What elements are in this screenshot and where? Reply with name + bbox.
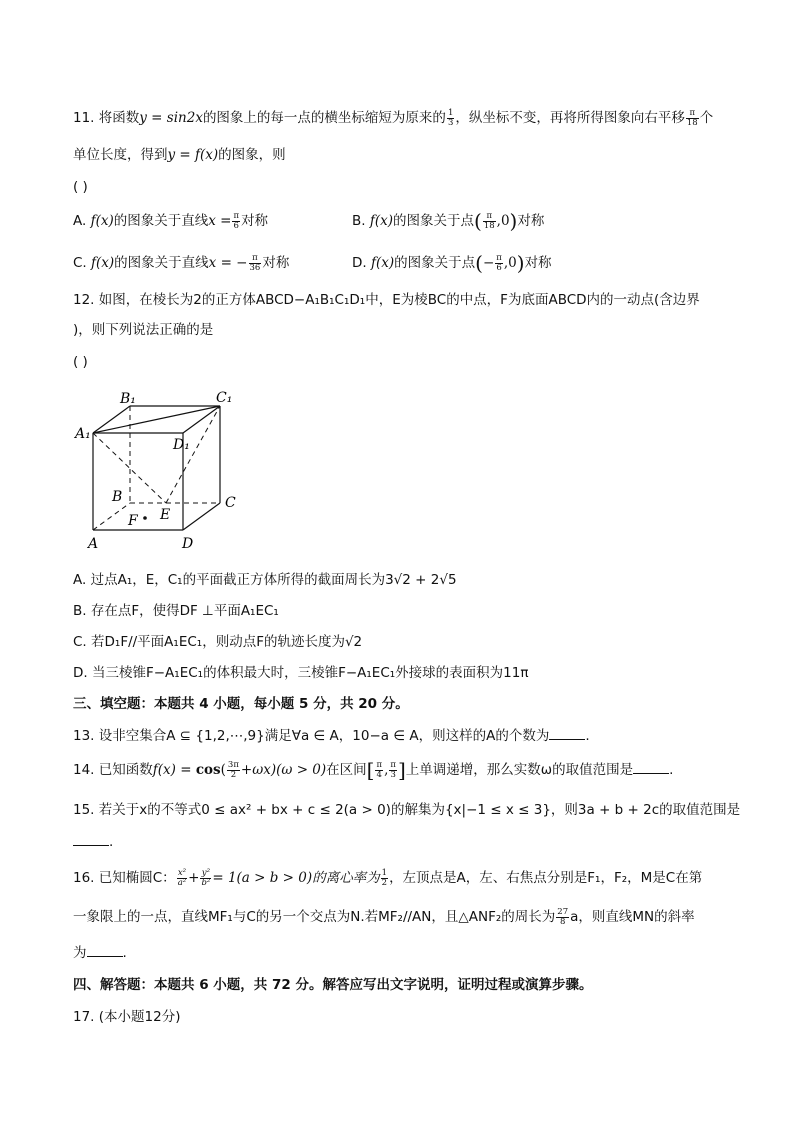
frac-den: 6 [233, 220, 239, 231]
section3-heading: 三、填空题：本题共 4 小题，每小题 5 分，共 20 分。 [73, 696, 409, 712]
frac-den: 8 [560, 916, 566, 927]
q16-end: . [122, 945, 127, 961]
opt-letter: D. [352, 255, 371, 271]
q14-a: 14. 已知函数 [73, 762, 153, 778]
q14-c: 在区间 [326, 762, 367, 778]
opt-tail: 对称 [241, 213, 269, 229]
q16-a: 16. 已知椭圆C： [73, 870, 176, 886]
q11-stem-d: 个 [699, 110, 714, 126]
q14-lparen: ( [220, 762, 226, 778]
plus: + [188, 870, 200, 886]
q11-line2-func: y = f(x) [167, 147, 219, 163]
q11-option-a [73, 211, 268, 231]
q13-text: 13. 设非空集合A ⊆ {1,2,⋯,9}满足∀a ∈ A，10−a ∈ A，则这样的A的个数为 [73, 728, 550, 744]
opt-func: f(x) [369, 213, 394, 229]
right-paren: ) [509, 209, 518, 233]
opt-var: x = [208, 213, 232, 229]
q16-perimeter-frac [556, 908, 569, 927]
opt-tail: 对称 [524, 255, 552, 271]
q11-option-c [73, 253, 289, 273]
frac-num: π [496, 252, 502, 263]
frac-den: b² [201, 877, 211, 888]
opt-frac [483, 212, 496, 231]
frac-den: 4 [376, 769, 382, 780]
label-d: D [182, 536, 194, 552]
frac-den: 3 [447, 117, 454, 128]
opt-frac [249, 254, 262, 273]
q14-end: . [669, 762, 674, 778]
answer-blank[interactable] [549, 727, 585, 740]
left-bracket: [ [366, 758, 375, 782]
answer-blank[interactable] [633, 761, 669, 774]
label-e: E [160, 507, 171, 523]
frac-num: 3π [227, 759, 239, 770]
q11-answer-paren: ( ) [73, 179, 88, 195]
answer-blank[interactable] [87, 944, 123, 957]
q12-answer-paren: ( ) [73, 354, 88, 370]
opt-func: f(x) [90, 213, 114, 229]
opt-letter: B. [352, 213, 370, 229]
q11-line2 [73, 145, 286, 165]
frac-num: 1 [381, 867, 388, 878]
right-paren: ) [516, 251, 525, 275]
frac-den: a² [177, 877, 187, 888]
q15-line2 [73, 832, 113, 852]
frac-den: 36 [249, 262, 261, 273]
q16-line1 [73, 868, 702, 888]
left-paren: ( [474, 209, 482, 233]
frac-num: π [233, 210, 240, 221]
q17-heading: 17. (本小题12分) [73, 1009, 181, 1025]
opt-text: 的图象关于直线 [113, 213, 209, 229]
label-b1: B₁ [120, 391, 136, 407]
frac-den: 18 [686, 117, 698, 128]
opt-text: 的图象关于点 [394, 255, 476, 271]
q12-stem-line2: )，则下列说法正确的是 [73, 322, 214, 338]
q11-shrink-frac [447, 109, 454, 128]
q16-line2b: a，则直线MN的斜率 [570, 909, 695, 925]
q12-option-b: B. 存在点F，使得DF ⊥平面A₁EC₁ [73, 603, 279, 619]
q11-function: y = sin2x [139, 110, 203, 126]
edge-ab-hidden [93, 503, 130, 530]
frac-den: 2 [381, 877, 388, 888]
opt-frac [232, 212, 240, 231]
q15-end: . [109, 834, 114, 850]
q16-line3-text: 为 [73, 945, 87, 961]
q14-b: +ωx)(ω > 0) [240, 762, 327, 778]
opt-tail: 对称 [262, 255, 290, 271]
opt-text: 的图象关于点 [393, 213, 475, 229]
q16-ecc-frac [381, 869, 388, 888]
frac-den: 18 [483, 220, 495, 231]
q11-line2-a: 单位长度，得到 [73, 147, 168, 163]
frac-den: 6 [496, 262, 502, 273]
opt-func: f(x) [370, 255, 395, 271]
opt-text: 的图象关于直线 [114, 255, 209, 271]
q16-x-frac [177, 869, 187, 888]
left-paren: ( [475, 251, 483, 275]
comma: , [384, 762, 389, 778]
q14-frac [227, 761, 240, 780]
label-a1: A₁ [75, 426, 91, 442]
q16-line3 [73, 943, 127, 963]
q14-d: 上单调递增，那么实数ω的取值范围是 [405, 762, 634, 778]
q16-y-frac [200, 869, 211, 888]
opt-func: f(x) [91, 255, 115, 271]
q16-b: = 1(a > b > 0)的离心率为 [212, 870, 380, 886]
interval-right [389, 761, 397, 780]
opt-letter: C. [73, 255, 92, 271]
q11-line1 [73, 108, 713, 128]
frac-num: π [249, 254, 262, 264]
frac-num: π [483, 212, 496, 222]
opt-letter: A. [73, 213, 91, 229]
q12-option-a: A. 过点A₁，E，C₁的平面截正方体所得的截面周长为3√2 + 2√5 [73, 572, 457, 588]
frac-num: 1 [447, 107, 454, 118]
frac-num: π [376, 759, 383, 770]
point-f [143, 516, 147, 520]
opt-var: x = − [208, 255, 248, 271]
q12-option-c: C. 若D₁F//平面A₁EC₁，则动点F的轨迹长度为√2 [73, 634, 363, 650]
frac-den: 2 [230, 769, 237, 780]
cube-figure [70, 385, 250, 555]
q13 [73, 726, 590, 746]
label-c1: C₁ [216, 390, 233, 406]
q11-stem-b: 的图象上的每一点的横坐标缩短为原来的 [202, 110, 446, 126]
frac-den: 3 [390, 769, 396, 780]
q14-func: f(x) = [152, 762, 196, 778]
q14 [73, 760, 673, 780]
opt-tail: 对称 [517, 213, 545, 229]
q12-option-d: D. 当三棱锥F−A₁EC₁的体积最大时，三棱锥F−A₁EC₁外接球的表面积为11π [73, 665, 529, 681]
q16-c: ，左顶点是A，左、右焦点分别是F₁，F₂，M是C在第 [389, 870, 703, 886]
interval-left [375, 761, 383, 780]
q11-stem-c: ，纵坐标不变，再将所得图象向右平移 [455, 110, 685, 126]
q14-cos: cos [195, 762, 221, 778]
frac-num: π [390, 759, 396, 770]
right-bracket: ] [397, 758, 406, 782]
opt-point: ,0 [496, 213, 510, 229]
q13-end: . [585, 728, 590, 744]
q16-line2 [73, 907, 695, 927]
line-ec1 [166, 406, 220, 503]
q16-line2a: 一象限上的一点，直线MF₁与C的另一个交点为N.若MF₂//AN，且△ANF₂的周长为 [73, 909, 556, 925]
label-d1: D₁ [173, 437, 190, 453]
label-b: B [112, 489, 123, 505]
label-a: A [88, 536, 99, 552]
q11-option-b [352, 211, 544, 231]
opt-point: ,0 [503, 255, 517, 271]
opt-frac [495, 254, 503, 273]
q12-stem: 12. 如图，在棱长为2的正方体ABCD−A₁B₁C₁D₁中，E为棱BC的中点，F为底面ABCD内的一动点(含边界 [73, 292, 700, 308]
q11-option-d [352, 253, 552, 273]
opt-minus: − [482, 255, 495, 271]
answer-blank[interactable] [73, 833, 109, 846]
edge-cd [183, 503, 220, 530]
label-c: C [225, 495, 236, 511]
q15-text: 15. 若关于x的不等式0 ≤ ax² + bx + c ≤ 2(a > 0)的解集为{x|−1 ≤ x ≤ 3}，则3a + b + 2c的取值范围是 [73, 802, 741, 818]
section4-heading: 四、解答题：本题共 6 小题，共 72 分。解答应写出文字说明，证明过程或演算步骤。 [73, 977, 593, 993]
label-f: F [128, 513, 138, 529]
q11-shift-frac [686, 109, 699, 128]
frac-num: π [686, 109, 699, 119]
q11-stem: 11. 将函数 [73, 110, 140, 126]
frac-num: x² [177, 867, 187, 878]
q11-line2-b: 的图象，则 [218, 147, 286, 163]
frac-num: y² [201, 867, 211, 878]
frac-num: 27 [557, 906, 569, 917]
